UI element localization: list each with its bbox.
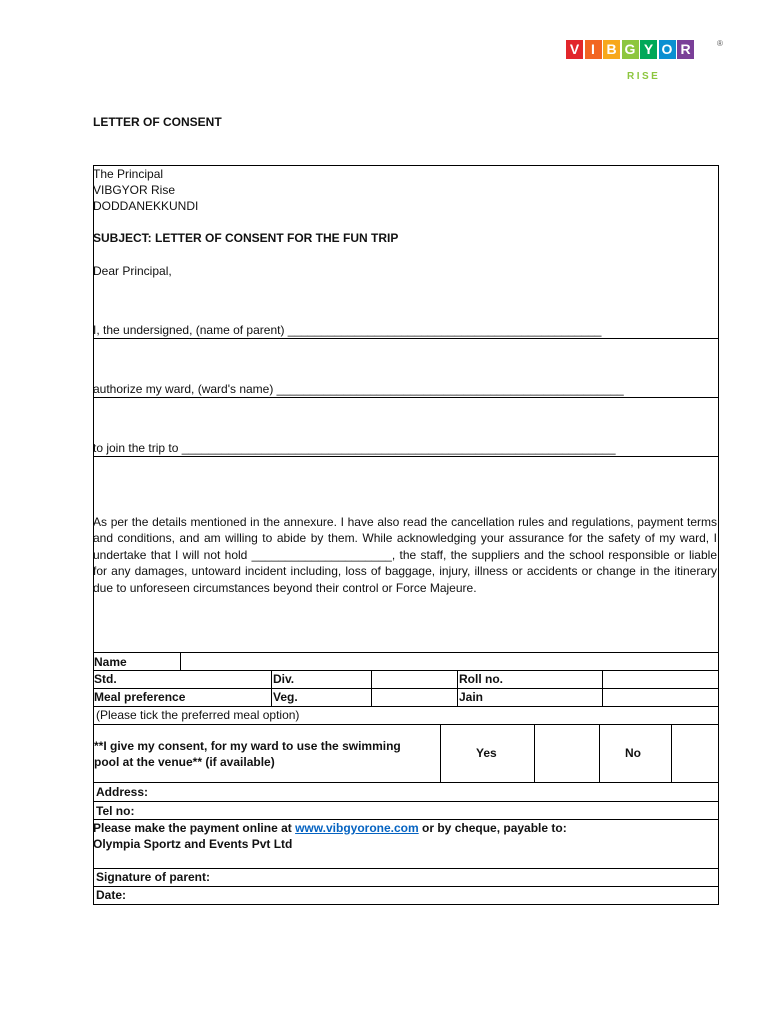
logo-letter: Y	[640, 40, 657, 59]
signature-label: Signature of parent:	[96, 870, 211, 884]
salutation: Dear Principal,	[93, 264, 172, 278]
div-label: Div.	[273, 672, 295, 686]
payee-name: Olympia Sportz and Events Pvt Ltd	[93, 837, 293, 851]
no-label: No	[625, 746, 641, 760]
row-divider	[93, 782, 718, 783]
logo-subtitle: RISE	[627, 71, 661, 82]
logo-letter: R	[677, 40, 694, 59]
swimming-consent-text-2: pool at the venue** (if available)	[94, 755, 275, 769]
row-divider	[93, 886, 718, 887]
row-divider	[93, 397, 718, 398]
column-divider	[440, 724, 441, 782]
meal-preference-label: Meal preference	[94, 690, 186, 704]
school-name: VIBGYOR Rise	[93, 183, 176, 197]
logo-letters	[566, 40, 726, 59]
swimming-consent-text: **I give my consent, for my ward to use the swimming	[94, 739, 401, 753]
row-divider	[93, 688, 718, 689]
payment-suffix: or by cheque, payable to:	[422, 821, 567, 835]
terms-paragraph: As per the details mentioned in the annexure. I have also read the cancellation rules and regulations, payment terms and conditions, and am willing to abide by them. While acknowledging your assurance for the safety of my ward, I undertake that I will not hold _____________________, the staff, the suppliers and the school responsible or liable for any damages, untoward incident including, loss of baggage, injury, illness or accidents or change in the itinerary due to unforeseen circumstances beyond their control or Force Majeure.	[93, 515, 717, 595]
yes-label: Yes	[476, 746, 497, 760]
parent-name-field[interactable]: I, the undersigned, (name of parent) _______________________________________________	[93, 323, 602, 337]
column-divider	[671, 724, 672, 782]
name-label: Name	[94, 655, 127, 669]
jain-option-label: Jain	[459, 690, 484, 704]
logo-letter: G	[622, 40, 639, 59]
row-divider	[93, 338, 718, 339]
date-label: Date:	[96, 888, 127, 902]
column-divider	[180, 652, 181, 670]
column-divider	[271, 670, 272, 706]
row-divider	[93, 652, 718, 653]
column-divider	[371, 670, 372, 706]
row-divider	[93, 456, 718, 457]
subject-line: SUBJECT: LETTER OF CONSENT FOR THE FUN TRIP	[93, 231, 399, 245]
payment-link[interactable]: www.vibgyorone.com	[295, 821, 419, 835]
payment-instruction	[93, 820, 567, 836]
tel-label: Tel no:	[96, 804, 135, 818]
logo-letter: V	[566, 40, 583, 59]
veg-option-label: Veg.	[273, 690, 298, 704]
row-divider	[93, 801, 718, 802]
row-divider	[93, 724, 718, 725]
logo-letter: O	[659, 40, 676, 59]
column-divider	[602, 670, 603, 706]
logo-letter: I	[585, 40, 602, 59]
school-location: DODDANEKKUNDI	[93, 199, 199, 213]
registered-mark: ®	[717, 39, 723, 48]
row-divider	[93, 670, 718, 671]
column-divider	[534, 724, 535, 782]
payment-prefix: Please make the payment online at	[93, 821, 292, 835]
column-divider	[599, 724, 600, 782]
vibgyor-rise-logo	[566, 40, 726, 90]
tick-instruction: (Please tick the preferred meal option)	[96, 708, 300, 722]
roll-no-label: Roll no.	[459, 672, 503, 686]
address-label: Address:	[96, 785, 149, 799]
recipient-line: The Principal	[93, 167, 164, 181]
column-divider	[457, 670, 458, 706]
trip-destination-field[interactable]: to join the trip to _________________________________________________________________	[93, 441, 616, 455]
logo-letter: B	[603, 40, 620, 59]
std-label: Std.	[94, 672, 117, 686]
document-title: LETTER OF CONSENT	[93, 115, 222, 129]
ward-name-field[interactable]: authorize my ward, (ward's name) ____________________________________________________	[93, 382, 624, 396]
